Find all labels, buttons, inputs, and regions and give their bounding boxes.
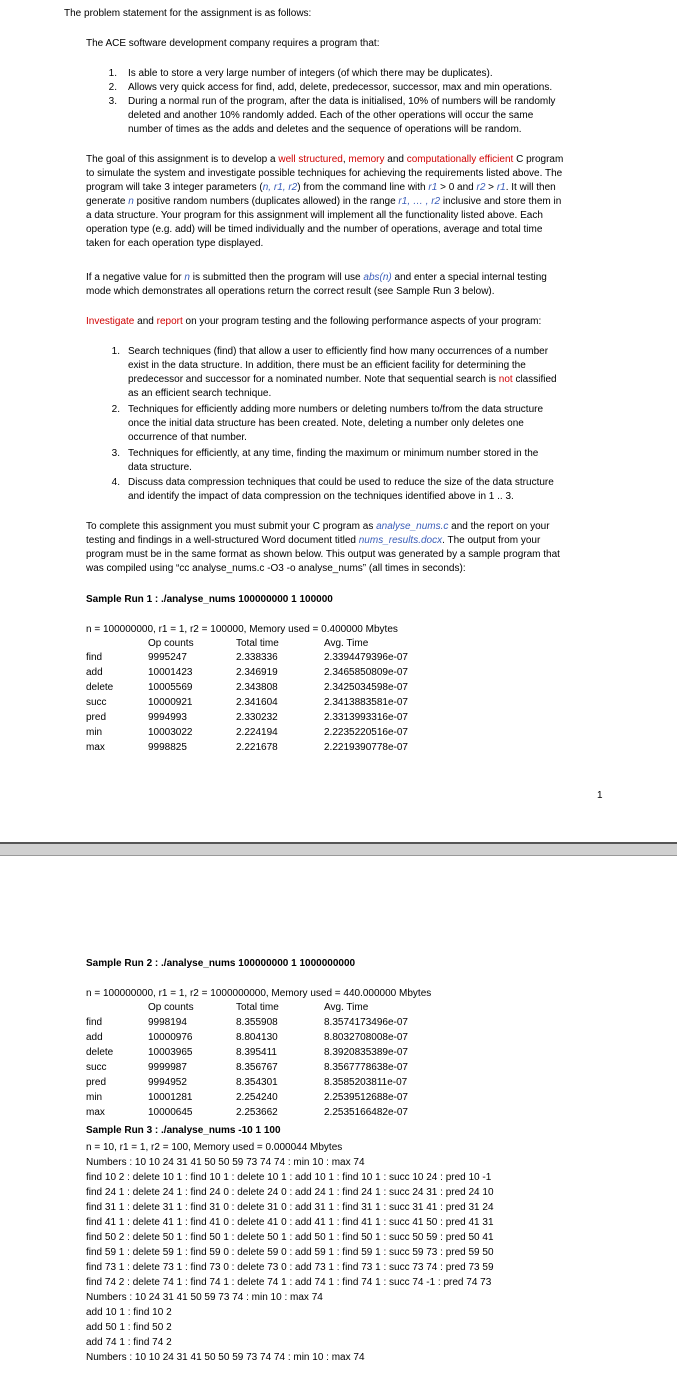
table-header: Avg. Time (324, 1002, 369, 1013)
goal-line: to simulate the system and investigate possible techniques for achieving the requirements listed above. The (86, 168, 563, 179)
table-cell: 8.3574173496e-07 (324, 1017, 408, 1028)
table-cell: 9994952 (148, 1077, 187, 1088)
goal-line: operation type (e.g. add) will be timed individually and the number of operations, average and total time (86, 224, 543, 235)
list-number: 3. (108, 96, 117, 107)
page-2 (0, 856, 677, 1378)
complete-line: testing and findings in a well-structured Word document titled nums_results.docx. The output from your (86, 535, 541, 546)
investigate-line: Investigate and report on your program testing and the following performance aspects of your program: (86, 316, 542, 327)
table-header: Total time (236, 638, 279, 649)
table-cell: delete (86, 1047, 114, 1058)
table-cell: succ (86, 1062, 107, 1073)
table-cell: 10000921 (148, 697, 193, 708)
list-item-cont: number of times as the adds and deletes and the sequence of operations will be random. (128, 124, 522, 135)
table-cell: 10005569 (148, 682, 193, 693)
output-line: add 50 1 : find 50 2 (86, 1322, 172, 1333)
run1-title: Sample Run 1 : ./analyse_nums 100000000 1 100000 (86, 594, 333, 605)
table-cell: add (86, 1032, 103, 1043)
list-item: During a normal run of the program, after the data is initialised, 10% of numbers will be randomly (128, 96, 556, 107)
table-cell: 2.3394479396e-07 (324, 652, 408, 663)
list-item-cont: occurrence of that number. (128, 432, 247, 443)
run2-summary: n = 100000000, r1 = 1, r2 = 1000000000, Memory used = 440.000000 Mbytes (86, 988, 432, 999)
table-cell: 10003965 (148, 1047, 193, 1058)
table-cell: pred (86, 1077, 107, 1088)
list-item: Is able to store a very large number of integers (of which there may be duplicates). (128, 68, 493, 79)
table-header: Op counts (148, 638, 194, 649)
table-cell: 2.341604 (236, 697, 278, 708)
list-number: 2. (108, 82, 117, 93)
run3-title: Sample Run 3 : ./analyse_nums -10 1 100 (86, 1125, 281, 1136)
table-cell: 2.3425034598e-07 (324, 682, 408, 693)
table-cell: 2.3313993316e-07 (324, 712, 408, 723)
table-cell: 9998194 (148, 1017, 187, 1028)
list-item: Search techniques (find) that allow a user to efficiently find how many occurrences of a number (128, 346, 549, 357)
output-line: find 24 1 : delete 24 1 : find 24 0 : delete 24 0 : add 24 1 : find 24 1 : succ 24 31 : pred 24 10 (86, 1187, 494, 1198)
table-cell: find (86, 1017, 103, 1028)
output-line: Numbers : 10 10 24 31 41 50 50 59 73 74 74 : min 10 : max 74 (86, 1352, 365, 1363)
table-cell: 2.3413883581e-07 (324, 697, 408, 708)
table-cell: 8.356767 (236, 1062, 278, 1073)
list-item: Techniques for efficiently, at any time, finding the maximum or minimum number stored in the (128, 448, 539, 459)
table-cell: 8.3585203811e-07 (324, 1077, 408, 1088)
table-cell: 2.338336 (236, 652, 278, 663)
table-header: Avg. Time (324, 638, 369, 649)
output-line: find 73 1 : delete 73 1 : find 73 0 : delete 73 0 : add 73 1 : find 73 1 : succ 73 74 : pred 73 59 (86, 1262, 494, 1273)
list-number: 3. (111, 448, 120, 459)
list-number: 1. (108, 68, 117, 79)
table-cell: find (86, 652, 103, 663)
table-cell: 10000976 (148, 1032, 193, 1043)
table-cell: 10001423 (148, 667, 193, 678)
list-number: 1. (111, 346, 120, 357)
list-item-cont: once the initial data structure has been created. Note, deleting a number only deletes one (128, 418, 524, 429)
output-line: find 50 2 : delete 50 1 : find 50 1 : delete 50 1 : add 50 1 : find 50 1 : succ 50 59 : pred 50 41 (86, 1232, 494, 1243)
list-item: Discuss data compression techniques that could be used to reduce the size of the data structure (128, 477, 554, 488)
output-line: find 59 1 : delete 59 1 : find 59 0 : delete 59 0 : add 59 1 : find 59 1 : succ 59 73 : pred 59 50 (86, 1247, 494, 1258)
table-cell: max (86, 1107, 105, 1118)
table-cell: 9994993 (148, 712, 187, 723)
negative-line: mode which demonstrates all operations return the correct result (see Sample Run 3 below). (86, 286, 495, 297)
table-cell: 10003022 (148, 727, 193, 738)
list-item: Techniques for efficiently adding more numbers or deleting numbers to/from the data structure (128, 404, 544, 415)
table-cell: 8.8032708008e-07 (324, 1032, 408, 1043)
table-cell: 2.224194 (236, 727, 278, 738)
table-header: Op counts (148, 1002, 194, 1013)
table-cell: 9999987 (148, 1062, 187, 1073)
table-cell: 8.354301 (236, 1077, 278, 1088)
table-cell: 2.2535166482e-07 (324, 1107, 408, 1118)
complete-line: To complete this assignment you must submit your C program as analyse_nums.c and the report on your (86, 521, 550, 532)
table-cell: 2.3465850809e-07 (324, 667, 408, 678)
output-line: add 74 1 : find 74 2 (86, 1337, 172, 1348)
list-item: Allows very quick access for find, add, delete, predecessor, successor, max and min operations. (128, 82, 553, 93)
output-line: find 74 2 : delete 74 1 : find 74 1 : delete 74 1 : add 74 1 : find 74 1 : succ 74 -1 : pred 74 73 (86, 1277, 492, 1288)
table-header: Total time (236, 1002, 279, 1013)
goal-line: taken for each operation type displayed. (86, 238, 264, 249)
table-cell: 9995247 (148, 652, 187, 663)
list-item-cont: as an efficient search technique. (128, 388, 272, 399)
table-cell: 8.3567778638e-07 (324, 1062, 408, 1073)
page-number: 1 (597, 790, 603, 801)
heading: The problem statement for the assignment is as follows: (64, 8, 312, 19)
table-cell: 9998825 (148, 742, 187, 753)
output-line: find 41 1 : delete 41 1 : find 41 0 : delete 41 0 : add 41 1 : find 41 1 : succ 41 50 : pred 41 31 (86, 1217, 494, 1228)
list-item-cont: data structure. (128, 462, 192, 473)
table-cell: 8.3920835389e-07 (324, 1047, 408, 1058)
table-cell: 8.804130 (236, 1032, 278, 1043)
complete-line: was compiled using “cc analyse_nums.c -O3 -o analyse_nums” (all times in seconds): (86, 563, 466, 574)
output-line: Numbers : 10 24 31 41 50 59 73 74 : min 10 : max 74 (86, 1292, 323, 1303)
table-cell: 10000645 (148, 1107, 193, 1118)
table-cell: 2.221678 (236, 742, 278, 753)
list-item-cont: predecessor and successor for a nominated number. Note that sequential search is not classified (128, 374, 557, 385)
table-cell: max (86, 742, 105, 753)
list-number: 4. (111, 477, 120, 488)
table-cell: 2.343808 (236, 682, 278, 693)
run2-title: Sample Run 2 : ./analyse_nums 100000000 1 1000000000 (86, 958, 356, 969)
table-cell: add (86, 667, 103, 678)
table-cell: min (86, 727, 103, 738)
list-item-cont: and identify the impact of data compression on the techniques identified above in 1 .. 3. (128, 491, 514, 502)
table-cell: succ (86, 697, 107, 708)
complete-line: program must be in the same format as shown below. This output was generated by a sample program that (86, 549, 560, 560)
table-cell: 10001281 (148, 1092, 193, 1103)
goal-line: generate n positive random numbers (duplicates allowed) in the range r1, … , r2 inclusive and store them in (86, 196, 562, 207)
output-line: Numbers : 10 10 24 31 41 50 50 59 73 74 74 : min 10 : max 74 (86, 1157, 365, 1168)
output-line: add 10 1 : find 10 2 (86, 1307, 172, 1318)
output-line: find 31 1 : delete 31 1 : find 31 0 : delete 31 0 : add 31 1 : find 31 1 : succ 31 41 : pred 31 24 (86, 1202, 494, 1213)
list-item-cont: deleted and another 10% randomly added. Each of the other operations will occur the same (128, 110, 534, 121)
table-cell: 2.2539512688e-07 (324, 1092, 408, 1103)
table-cell: 2.254240 (236, 1092, 278, 1103)
page-break (0, 842, 677, 856)
list-number: 2. (111, 404, 120, 415)
table-cell: 2.2219390778e-07 (324, 742, 408, 753)
output-line: find 10 2 : delete 10 1 : find 10 1 : delete 10 1 : add 10 1 : find 10 1 : succ 10 24 : pred 10 -1 (86, 1172, 492, 1183)
goal-line: a data structure. Your program for this assignment will implement all the functionality listed above. Each (86, 210, 543, 221)
table-cell: min (86, 1092, 103, 1103)
table-cell: delete (86, 682, 114, 693)
goal-line: The goal of this assignment is to develop a well structured, memory and computationally efficient C program (86, 154, 564, 165)
table-cell: 2.253662 (236, 1107, 278, 1118)
list-item-cont: exist in the data structure. In addition, there must be an efficient facility for determining the (128, 360, 526, 371)
table-cell: 8.395411 (236, 1047, 277, 1058)
table-cell: 2.330232 (236, 712, 278, 723)
table-cell: 8.355908 (236, 1017, 278, 1028)
intro: The ACE software development company requires a program that: (86, 38, 380, 49)
negative-line: If a negative value for n is submitted then the program will use abs(n) and enter a special internal testing (86, 272, 547, 283)
table-cell: 2.346919 (236, 667, 278, 678)
run1-summary: n = 100000000, r1 = 1, r2 = 100000, Memory used = 0.400000 Mbytes (86, 624, 398, 635)
goal-line: program will take 3 integer parameters (n, r1, r2) from the command line with r1 > 0 and r2 > r1. It will then (86, 182, 556, 193)
table-cell: pred (86, 712, 107, 723)
table-cell: 2.2235220516e-07 (324, 727, 408, 738)
output-line: n = 10, r1 = 1, r2 = 100, Memory used = 0.000044 Mbytes (86, 1142, 343, 1153)
